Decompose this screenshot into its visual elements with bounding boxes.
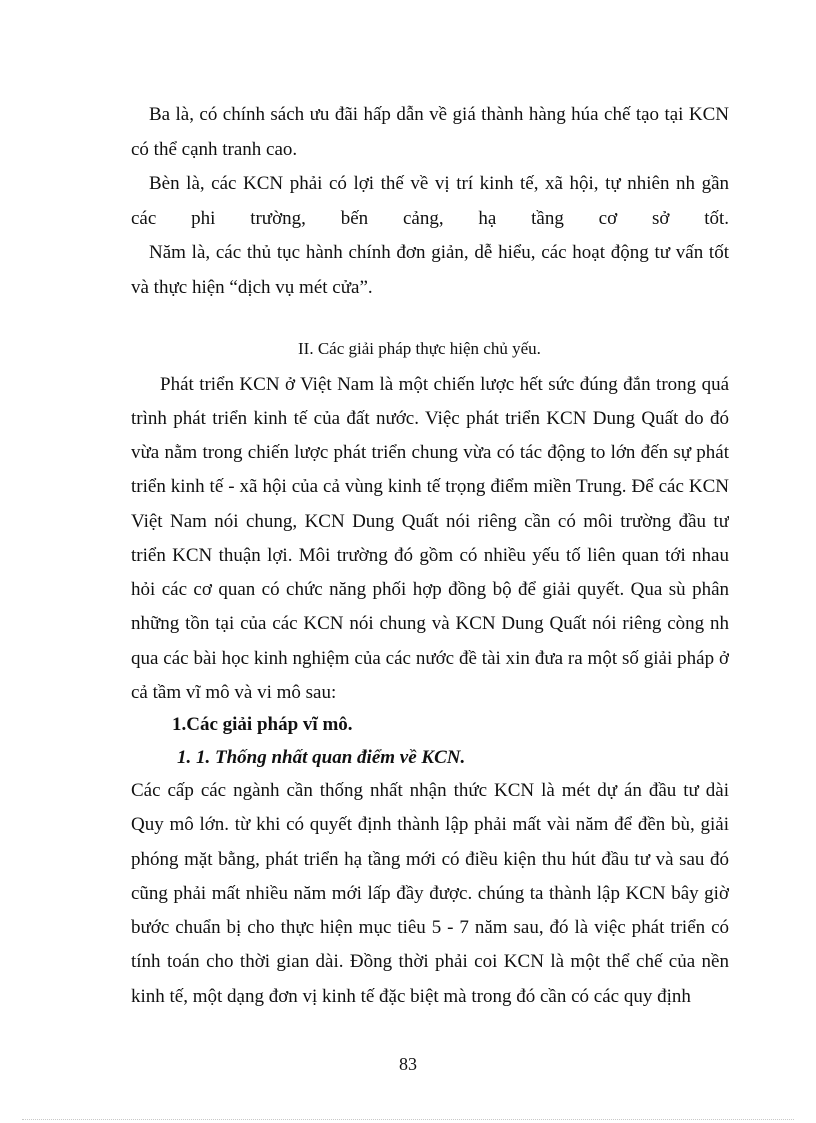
- page-number: 83: [399, 1054, 417, 1074]
- text-line: hỏi các cơ quan có chức năng phối hợp đồng bộ để giải quyết. Qua sù phân: [131, 579, 729, 600]
- text-line: Năm là, các thủ tục hành chính đơn giản, dễ hiểu, các hoạt động tư vấn tốt: [149, 242, 729, 263]
- text-line: qua các bài học kinh nghiệm của các nước đề tài xin đưa ra một số giải pháp ở: [131, 648, 729, 669]
- text-line: cũng phải mất nhiều năm mới lấp đầy được. chúng ta thành lập KCN bây giờ: [131, 883, 729, 904]
- text-line: triển KCN thuận lợi. Môi trường đó gồm có nhiều yếu tố liên quan tới nhau: [131, 545, 729, 566]
- text-line: những tồn tại của các KCN nói chung và KCN Dung Quất nói riêng còng nh: [131, 613, 729, 634]
- text-line: kinh tế, một dạng đơn vị kinh tế đặc biệt mà trong đó cần có các quy định: [131, 986, 691, 1007]
- text-line: vừa nằm trong chiến lược phát triển chung vừa có tác động to lớn đến sự phát: [131, 442, 729, 463]
- text-line: Các cấp các ngành cần thống nhất nhận thức KCN là mét dự án đầu tư dài: [131, 780, 729, 801]
- text-line: Bèn là, các KCN phải có lợi thế về vị trí kinh tế, xã hội, tự nhiên nh gần: [149, 173, 729, 194]
- text-line: Phát triển KCN ở Việt Nam là một chiến lược hết sức đúng đắn trong quá: [160, 374, 729, 395]
- text-line: Quy mô lớn. từ khi có quyết định thành lập phải mất vài năm để đền bù, giải: [131, 814, 729, 835]
- text-line: trình phát triển kinh tế của đất nước. Việc phát triển KCN Dung Quất do đó: [131, 408, 729, 429]
- page-bottom-border: [22, 1119, 794, 1120]
- text-line: Việt Nam nói chung, KCN Dung Quất nói riêng cần có môi trường đầu tư: [131, 511, 729, 532]
- text-line: triển kinh tế - xã hội của cả vùng kinh tế trọng điểm miền Trung. Để các KCN: [131, 476, 729, 497]
- text-line: có thể cạnh tranh cao.: [131, 139, 298, 160]
- subheading-1: 1.Các giải pháp vĩ mô.: [172, 714, 353, 735]
- text-line: các phi trường, bến cảng, hạ tầng cơ sở tốt.: [131, 208, 729, 229]
- text-line: Ba là, có chính sách ưu đãi hấp dẫn về giá thành hàng húa chế tạo tại KCN: [149, 104, 729, 125]
- text-line: tính toán cho thời gian dài. Đồng thời phải coi KCN là một thể chế của nền: [131, 951, 729, 972]
- text-line: phóng mặt bằng, phát triển hạ tầng mới có điều kiện thu hút đầu tư và sau đó: [131, 849, 729, 870]
- text-line: bước chuẩn bị cho thực hiện mục tiêu 5 - 7 năm sau, đó là việc phát triển có: [131, 917, 729, 938]
- subheading-1-1: 1. 1. Thống nhất quan điểm về KCN.: [177, 747, 466, 768]
- section-heading: II. Các giải pháp thực hiện chủ yếu.: [298, 339, 541, 358]
- text-line: cả tầm vĩ mô và vi mô sau:: [131, 682, 337, 703]
- text-line: và thực hiện “dịch vụ mét cửa”.: [131, 277, 373, 298]
